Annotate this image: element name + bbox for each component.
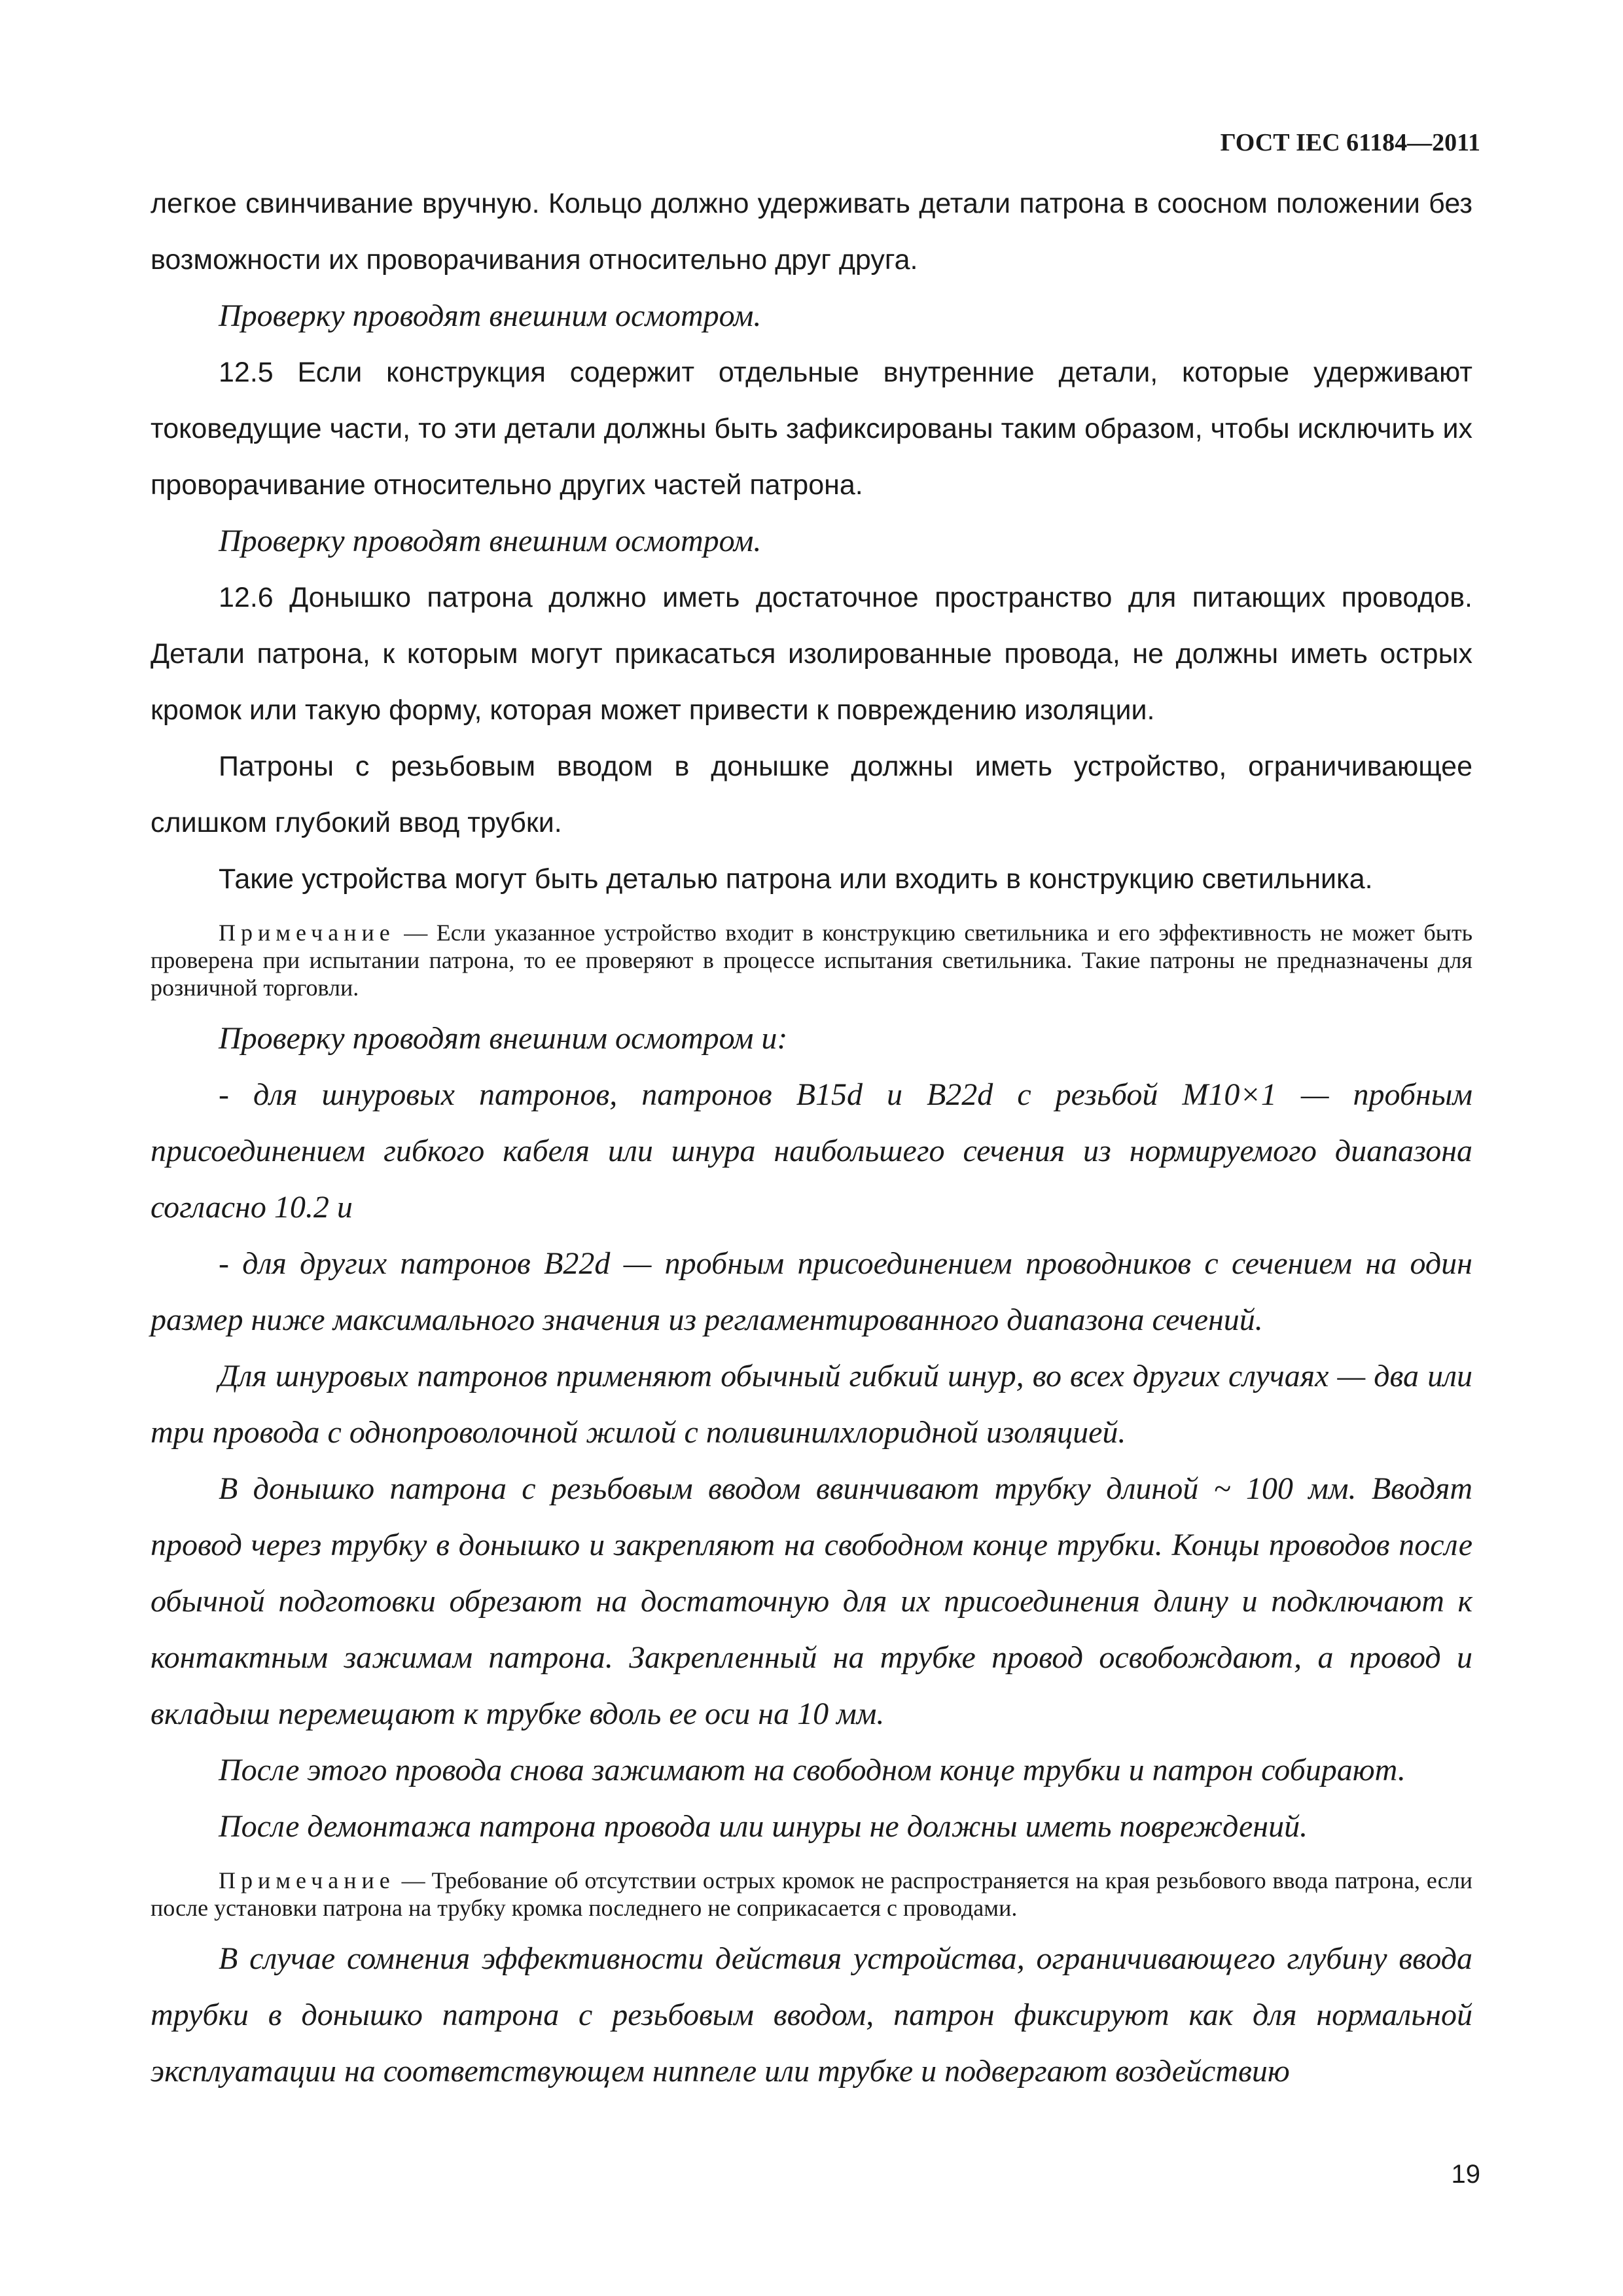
standard-header: ГОСТ IEC 61184—2011 — [1220, 129, 1480, 156]
inspection-note-2: Проверку проводят внешним осмотром. — [219, 524, 762, 558]
note-1-label: Примечание — [219, 920, 395, 946]
note-2-text: — Требование об отсутствии острых кромок не распространяется на края резьбового ввода патрона, если после установки патрона на трубку кромка последнего не соприкасается с проводами. — [151, 1867, 1472, 1921]
inspection-note-1: Проверку проводят внешним осмотром. — [219, 298, 762, 333]
paragraph-test-procedure: В донышко патрона с резьбовым вводом ввинчивают трубку длиной ~ 100 мм. Вводят провод через трубку в донышко и закрепляют на свободном конце трубки. Концы проводов после обычной подготовки обрезают на достаточную для их присоединения длину и подключают к контактным зажимам патрона. Закрепленный на трубке провод освобождают, а провод и вкладыш перемещают к трубке вдоль ее оси на 10 мм. — [151, 1471, 1472, 1731]
paragraph-cord-types: Для шнуровых патронов применяют обычный гибкий шнур, во всех других случаях — два или три провода с однопроволочной жилой с поливинилхлоридной изоляцией. — [151, 1359, 1472, 1450]
paragraph-reassembly: После этого провода снова зажимают на свободном конце трубки и патрон собирают. — [219, 1753, 1406, 1787]
paragraph-continuation: легкое свинчивание вручную. Кольцо должно удерживать детали патрона в соосном положении без возможности их проворачивания относительно друг друга. — [151, 188, 1472, 276]
paragraph-threaded-entry: Патроны с резьбовым вводом в донышке должны иметь устройство, ограничивающее слишком глубокий ввод трубки. — [151, 751, 1472, 838]
list-item-other-lampholders: - для других патронов B22d — пробным присоединением проводников с сечением на один размер ниже максимального значения из регламентированного диапазона сечений. — [151, 1246, 1472, 1337]
paragraph-doubt-case: В случае сомнения эффективности действия устройства, ограничивающего глубину ввода трубки в донышко патрона с резьбовым вводом, патрон фиксируют как для нормальной эксплуатации на соответствующем ниппеле или трубке и подвергают воздействию — [151, 1941, 1472, 2089]
inspection-method: Проверку проводят внешним осмотром и: — [219, 1021, 788, 1056]
note-2 — [151, 1867, 1472, 1922]
note-1-text: — Если указанное устройство входит в конструкцию светильника и его эффективность не может быть проверена при испытании патрона, то ее проверяют в процессе испытания светильника. Такие патроны не предназначены для розничной торговли. — [151, 920, 1472, 1001]
note-1 — [151, 919, 1472, 1001]
paragraph-devices: Такие устройства могут быть деталью патрона или входить в конструкцию светильника. — [219, 863, 1373, 895]
document-body — [151, 175, 1472, 2100]
note-2-label: Примечание — [219, 1867, 395, 1893]
list-item-cord-lampholders: - для шнуровых патронов, патронов B15d и B22d с резьбой M10×1 — пробным присоединением гибкого кабеля или шнура наибольшего сечения из нормируемого диапазона согласно 10.2 и — [151, 1077, 1472, 1225]
clause-12-5: 12.5 Если конструкция содержит отдельные внутренние детали, которые удерживают токоведущие части, то эти детали должны быть зафиксированы таким образом, чтобы исключить их проворачивание относительно других частей патрона. — [151, 357, 1472, 501]
page-number: 19 — [1451, 2160, 1480, 2189]
clause-12-6: 12.6 Донышко патрона должно иметь достаточное пространство для питающих проводов. Детали патрона, к которым могут прикасаться изолированные провода, не должны иметь острых кромок или такую форму, которая может привести к повреждению изоляции. — [151, 582, 1472, 726]
paragraph-no-damage: После демонтажа патрона провода или шнуры не должны иметь повреждений. — [219, 1809, 1308, 1844]
